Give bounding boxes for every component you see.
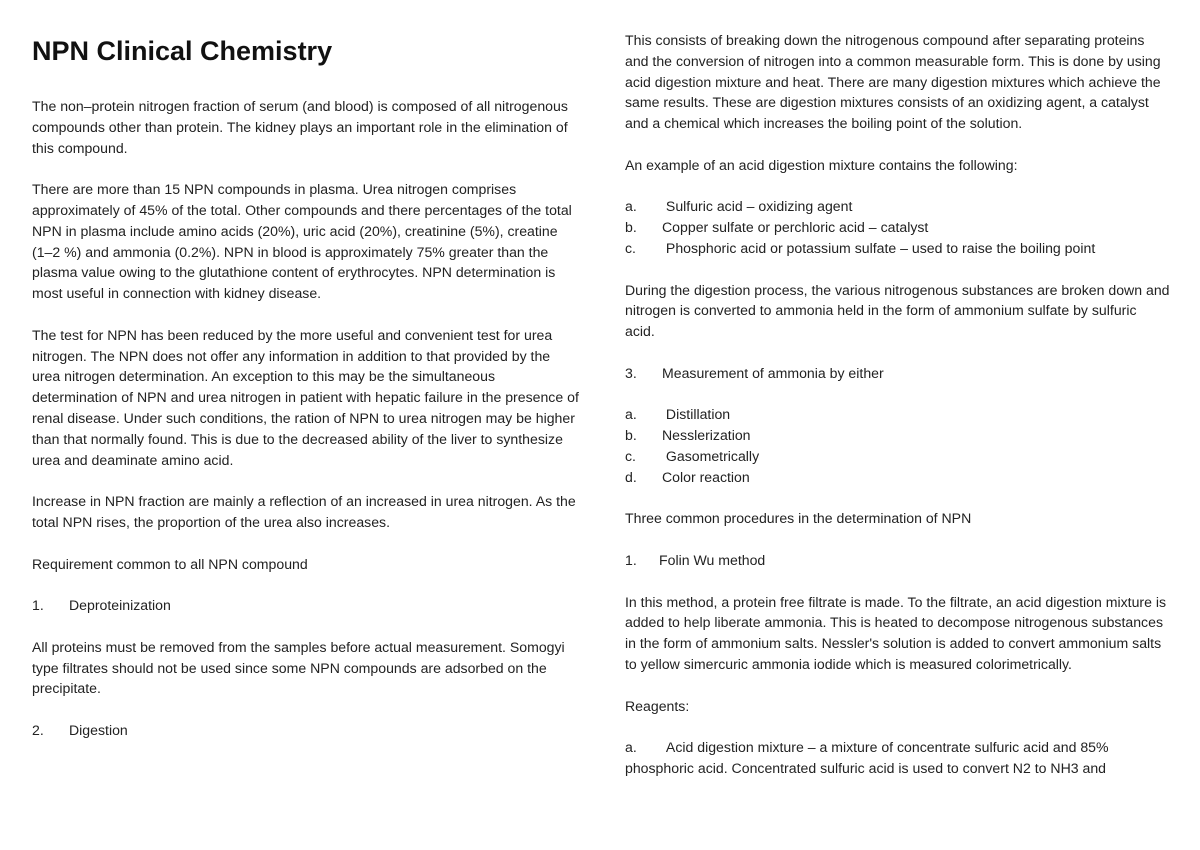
list-item bbox=[625, 196, 1170, 217]
procedure-folin-wu bbox=[625, 550, 1170, 571]
list-item bbox=[625, 467, 1170, 488]
paragraph-deproteinization: All proteins must be removed from the samples before actual measurement. Somogyi type filtrates should not be used since some NPN compounds are adsorbed on the precipitate. bbox=[32, 638, 565, 697]
page-title: NPN Clinical Chemistry bbox=[32, 36, 333, 66]
list-marker: a. bbox=[625, 406, 637, 423]
list-text: Measurement of ammonia by either bbox=[662, 364, 884, 381]
list-text: Acid digestion mixture – a mixture of concentrate sulfuric acid and 85% bbox=[662, 739, 1109, 756]
left-column bbox=[32, 30, 580, 762]
list-text: Distillation bbox=[662, 406, 731, 423]
list-text: Copper sulfate or perchloric acid – catalyst bbox=[662, 219, 929, 236]
list-text: Sulfuric acid – oxidizing agent bbox=[662, 198, 853, 215]
paragraph-npn-increase: Increase in NPN fraction are mainly a reflection of an increased in urea nitrogen. As the total NPN rises, the proportion of the urea also increases. bbox=[32, 493, 576, 530]
list-marker: b. bbox=[625, 427, 637, 444]
paragraph-procedures-heading: Three common procedures in the determination of NPN bbox=[625, 510, 972, 527]
list-text: Digestion bbox=[69, 721, 128, 738]
paragraph-reagents-heading: Reagents: bbox=[625, 697, 690, 714]
list-text: Gasometrically bbox=[662, 447, 760, 464]
list-item bbox=[625, 238, 1170, 259]
list-marker: c. bbox=[625, 239, 636, 256]
paragraph-npn-definition: The non–protein nitrogen fraction of serum (and blood) is composed of all nitrogenous compounds other than protein. The kidney plays an important role in the elimination of this compound. bbox=[32, 98, 568, 156]
list-marker: 1. bbox=[625, 551, 637, 568]
paragraph-npn-test: The test for NPN has been reduced by the more useful and convenient test for urea nitrogen. The NPN does not offer any information in addition to that provided by the urea nitrogen determination. An exception to this may be the simultaneous determination of NPN and urea nitrogen in patient with hepatic failure in the presence of renal disease. Under such conditions, the ration of NPN to urea nitrogen may be higher than that normally found. This is due to the decreased ability of the liver to synthesize urea and deaminate amino acid. bbox=[32, 326, 579, 468]
reagent-item-a-continuation: phosphoric acid. Concentrated sulfuric acid is used to convert N2 to NH3 and bbox=[625, 759, 1107, 776]
list-marker: a. bbox=[625, 198, 637, 215]
list-marker: 2. bbox=[32, 721, 44, 738]
list-marker: d. bbox=[625, 468, 637, 485]
list-item bbox=[625, 404, 1170, 425]
list-text: Deproteinization bbox=[69, 597, 171, 614]
measurement-list bbox=[625, 404, 1170, 487]
list-text: Color reaction bbox=[662, 468, 750, 485]
list-item bbox=[625, 425, 1170, 446]
list-marker: 1. bbox=[32, 597, 44, 614]
list-marker: b. bbox=[625, 219, 637, 236]
list-item bbox=[625, 446, 1170, 467]
paragraph-requirement-heading: Requirement common to all NPN compound bbox=[32, 555, 308, 572]
list-text: Phosphoric acid or potassium sulfate – used to raise the boiling point bbox=[662, 239, 1096, 256]
step-measurement bbox=[625, 363, 1170, 384]
list-marker: 3. bbox=[625, 364, 637, 381]
list-text: Folin Wu method bbox=[659, 551, 766, 568]
step-deproteinization bbox=[32, 595, 580, 616]
reagent-item-a bbox=[625, 737, 1170, 758]
paragraph-folin-wu-method: In this method, a protein free filtrate is made. To the filtrate, an acid digestion mixture is added to help liberate ammonia. This is heated to decompose nitrogenous substances in the form of ammonium salts. Nessler's solution is added to convert ammonium salts to yellow simercuric ammonia iodide which is measured colorimetrically. bbox=[625, 593, 1167, 672]
step-digestion bbox=[32, 720, 580, 741]
list-marker: a. bbox=[625, 739, 637, 756]
list-marker: c. bbox=[625, 447, 636, 464]
mixture-list bbox=[625, 196, 1170, 258]
list-text: Nesslerization bbox=[662, 427, 751, 444]
paragraph-digestion-process: During the digestion process, the various nitrogenous substances are broken down and nitrogen is converted to ammonia held in the form of ammonium sulfate by sulfuric acid. bbox=[625, 281, 1170, 340]
paragraph-digestion-description: This consists of breaking down the nitrogenous compound after separating proteins and the conversion of nitrogen into a common measurable form. This is done by using acid digestion mixture and heat. There are many digestion mixtures which achieve the same results. These are digestion mixtures consists of an oxidizing agent, a catalyst and a chemical which increases the boiling point of the solution. bbox=[625, 32, 1161, 132]
right-column bbox=[625, 30, 1170, 779]
paragraph-mixture-example: An example of an acid digestion mixture contains the following: bbox=[625, 156, 1018, 173]
paragraph-npn-compounds: There are more than 15 NPN compounds in plasma. Urea nitrogen comprises approximately of 45% of the total. Other compounds and there percentages of the total NPN in plasma include amino acids (20%), uric acid (20%), creatinine (5%), creatine (1–2 %) and ammonia (0.2%). NPN in blood is approximately 75% greater than the plasma value owing to the glutathione content of erythrocytes. NPN determination is most useful in connection with kidney disease. bbox=[32, 181, 572, 302]
list-item bbox=[625, 217, 1170, 238]
